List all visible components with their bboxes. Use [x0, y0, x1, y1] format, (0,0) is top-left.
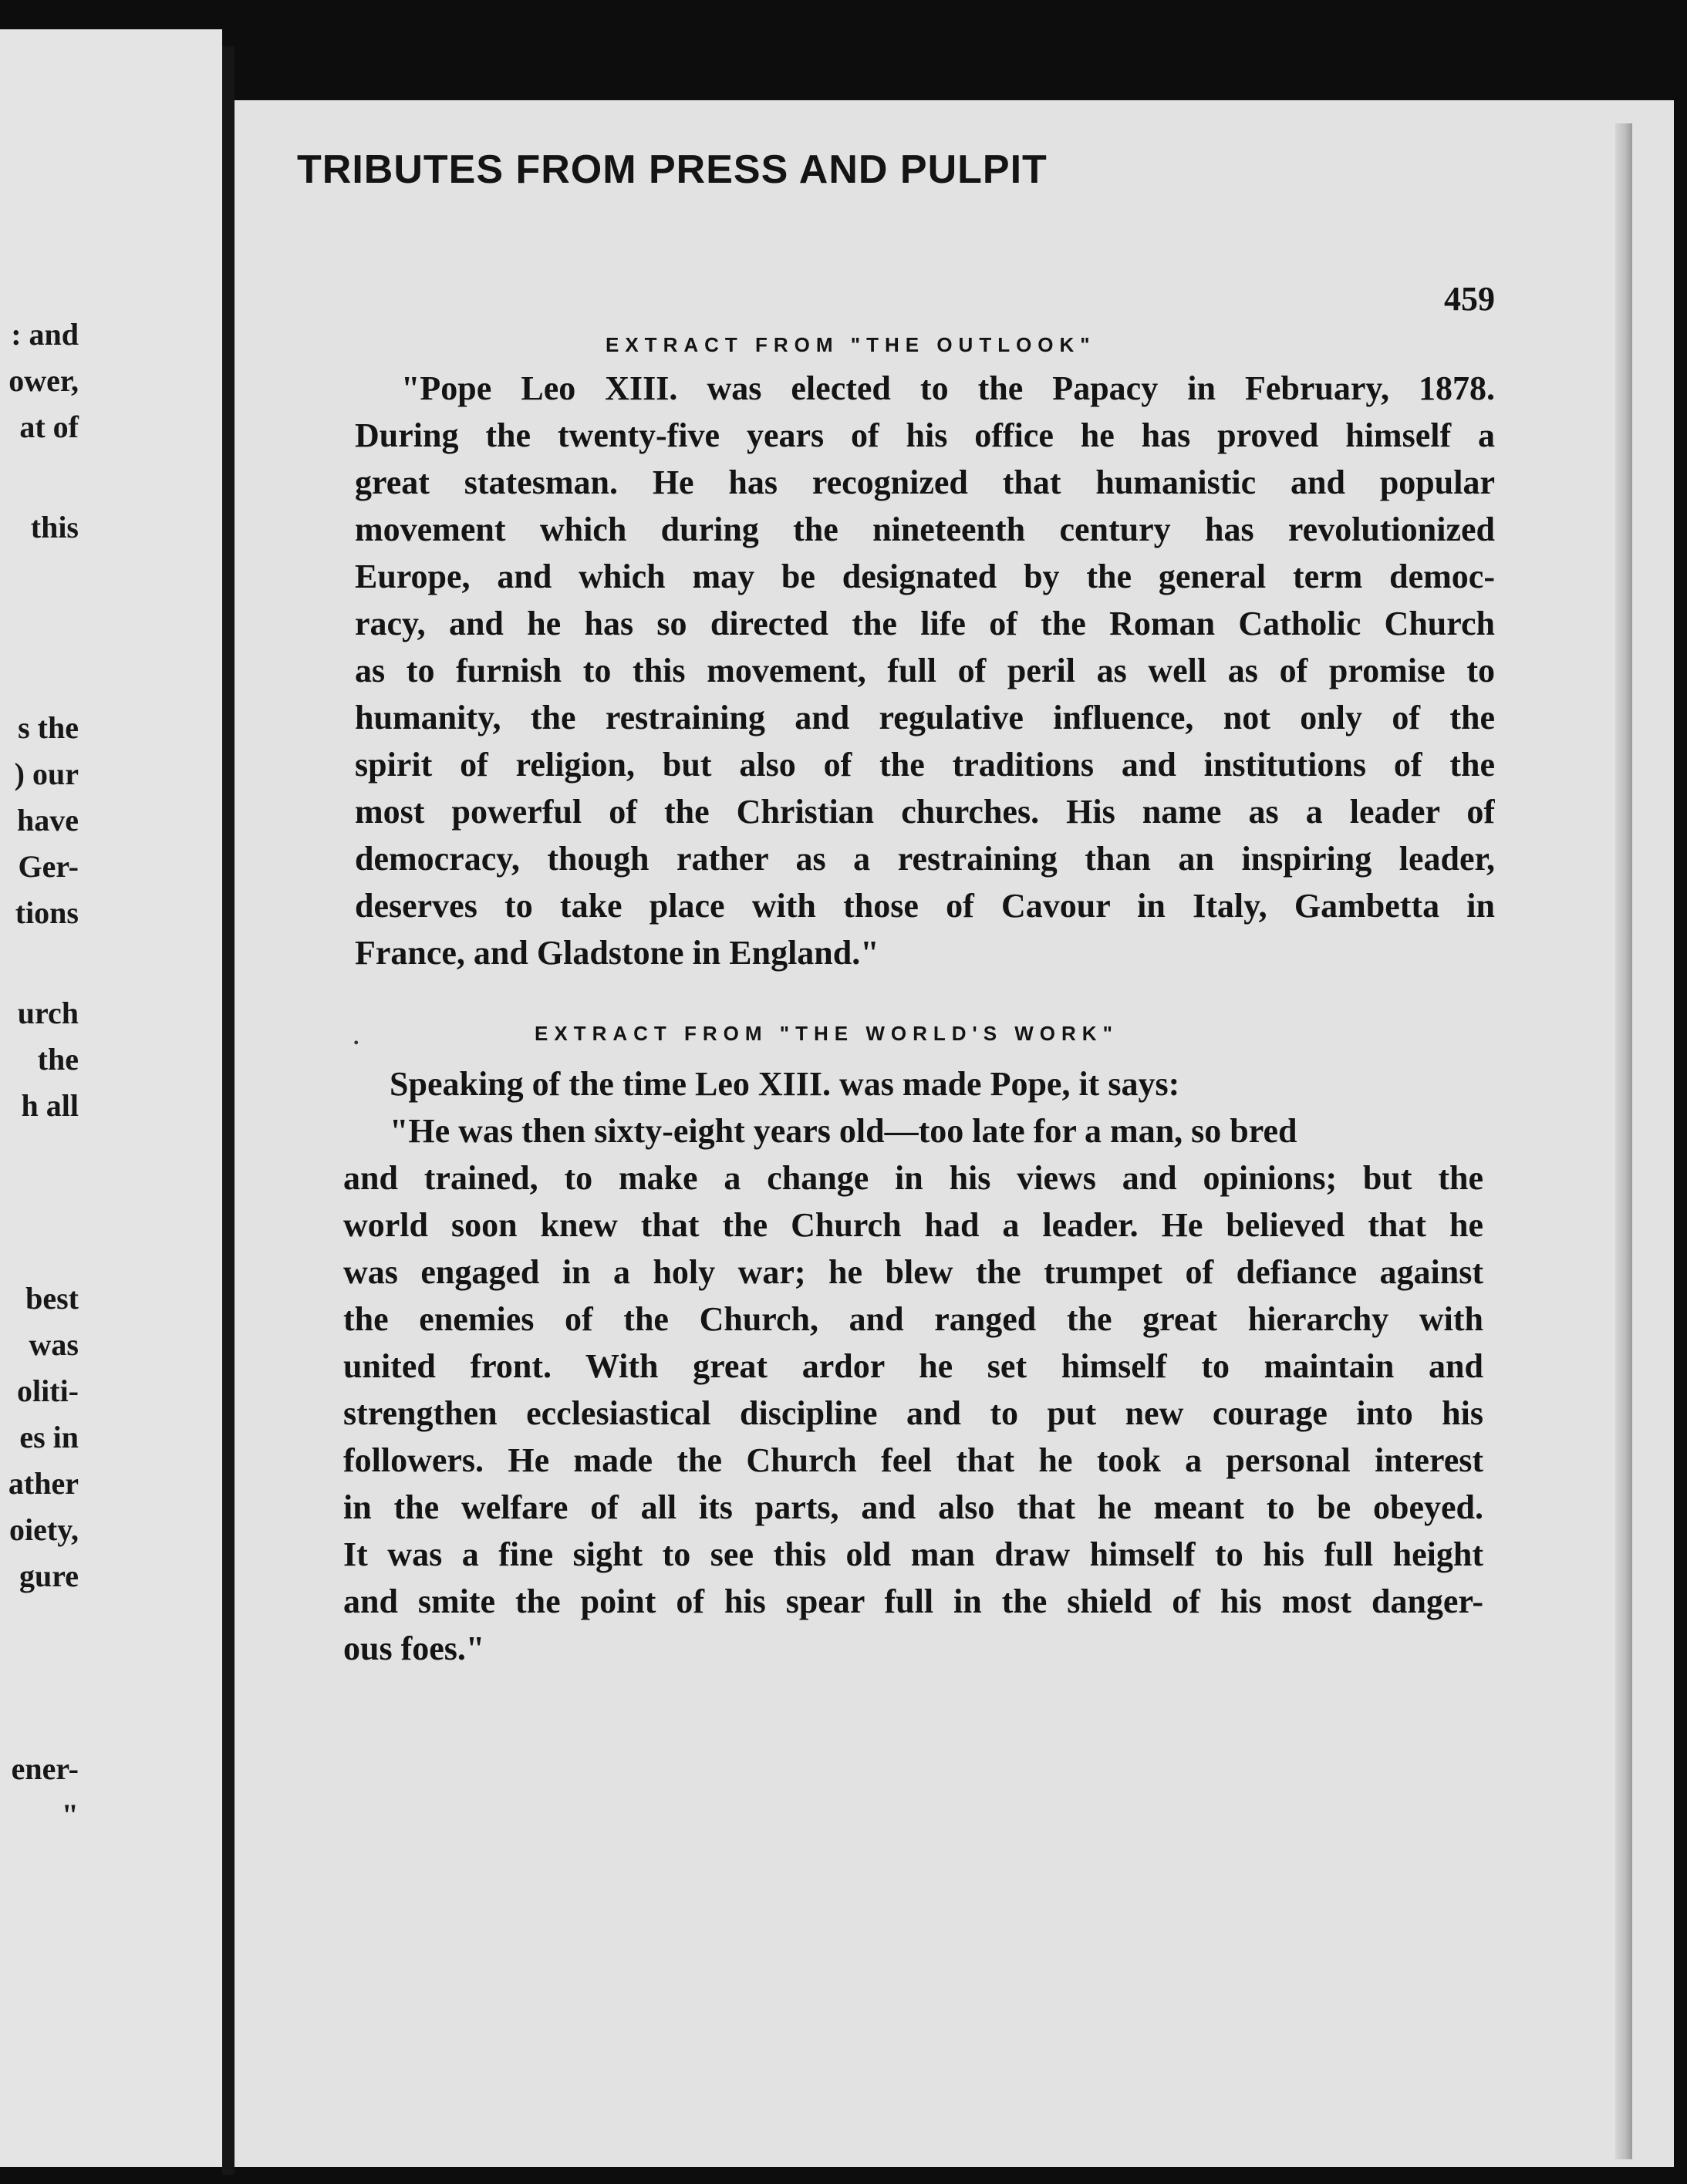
left-fragment: h all — [21, 1088, 79, 1123]
text-line: great statesman. He has recognized that humanistic and popular — [355, 463, 1495, 501]
left-fragment: gure — [19, 1559, 79, 1593]
left-page — [0, 29, 222, 2167]
extract-title-worlds-work: EXTRACT FROM "THE WORLD'S WORK" — [535, 1022, 1118, 1045]
text-line: movement which during the nineteenth century has revolutionized — [355, 511, 1495, 548]
text-line: ous foes." — [343, 1630, 485, 1667]
page-number: 459 — [1444, 280, 1495, 318]
text-line: strengthen ecclesiastical discipline and to put new courage into his — [343, 1394, 1483, 1432]
text-line: followers. He made the Church feel that he took a personal interest — [343, 1441, 1483, 1479]
left-fragment: ) our — [14, 757, 79, 791]
text-line: "He was then sixty-eight years old—too late for a man, so bred — [390, 1112, 1297, 1150]
left-fragment: have — [17, 803, 79, 838]
text-line: most powerful of the Christian churches. His name as a leader of — [355, 793, 1495, 831]
text-line: France, and Gladstone in England." — [355, 934, 879, 972]
left-fragment: urch — [17, 996, 79, 1030]
left-fragment: ather — [8, 1466, 79, 1501]
running-header: TRIBUTES FROM PRESS AND PULPIT — [297, 147, 1048, 192]
text-line: Speaking of the time Leo XIII. was made Pope, it says: — [390, 1065, 1180, 1103]
left-fragment: best — [25, 1281, 79, 1316]
text-line: as to furnish to this movement, full of peril as well as of promise to — [355, 652, 1495, 689]
left-fragment: ener- — [11, 1751, 79, 1786]
left-fragment: : and — [11, 317, 79, 352]
text-line: Europe, and which may be designated by the general term democ- — [355, 558, 1495, 595]
left-fragment: " — [61, 1798, 79, 1832]
text-line: world soon knew that the Church had a leader. He believed that he — [343, 1206, 1483, 1244]
left-fragment: tions — [15, 895, 79, 930]
left-fragment: was — [29, 1327, 79, 1362]
book-gutter — [222, 46, 234, 2175]
text-line: united front. With great ardor he set himself to maintain and — [343, 1347, 1483, 1385]
left-fragment: es in — [19, 1420, 79, 1454]
text-line: democracy, though rather as a restraining than an inspiring leader, — [355, 840, 1495, 878]
text-line: It was a fine sight to see this old man draw himself to his full height — [343, 1535, 1483, 1573]
extract-title-outlook: EXTRACT FROM "THE OUTLOOK" — [606, 333, 1096, 356]
text-line: humanity, the restraining and regulative influence, not only of the — [355, 699, 1495, 736]
left-fragment: the — [37, 1042, 79, 1077]
left-fragment: s the — [18, 710, 79, 745]
text-line: and smite the point of his spear full in the shield of his most danger- — [343, 1582, 1483, 1620]
left-fragment: Ger- — [18, 849, 79, 884]
page-edge-shadow — [1615, 123, 1632, 2159]
margin-dot: . — [353, 1024, 359, 1050]
text-line: and trained, to make a change in his views and opinions; but the — [343, 1159, 1483, 1197]
text-line: was engaged in a holy war; he blew the trumpet of defiance against — [343, 1253, 1483, 1291]
text-line: spirit of religion, but also of the traditions and institutions of the — [355, 746, 1495, 784]
text-line: in the welfare of all its parts, and also that he meant to be obeyed. — [343, 1488, 1483, 1526]
left-fragment: at of — [19, 410, 79, 444]
left-fragment: oliti- — [17, 1373, 79, 1408]
left-fragment: this — [30, 510, 79, 544]
text-line: deserves to take place with those of Cavour in Italy, Gambetta in — [355, 887, 1495, 925]
text-line: the enemies of the Church, and ranged the great hierarchy with — [343, 1300, 1483, 1338]
text-line: During the twenty-five years of his office he has proved himself a — [355, 416, 1495, 454]
text-line: racy, and he has so directed the life of the Roman Catholic Church — [355, 605, 1495, 642]
left-fragment: ower, — [8, 363, 79, 398]
left-fragment: oiety, — [9, 1512, 79, 1547]
text-line: "Pope Leo XIII. was elected to the Papacy in February, 1878. — [401, 369, 1495, 407]
